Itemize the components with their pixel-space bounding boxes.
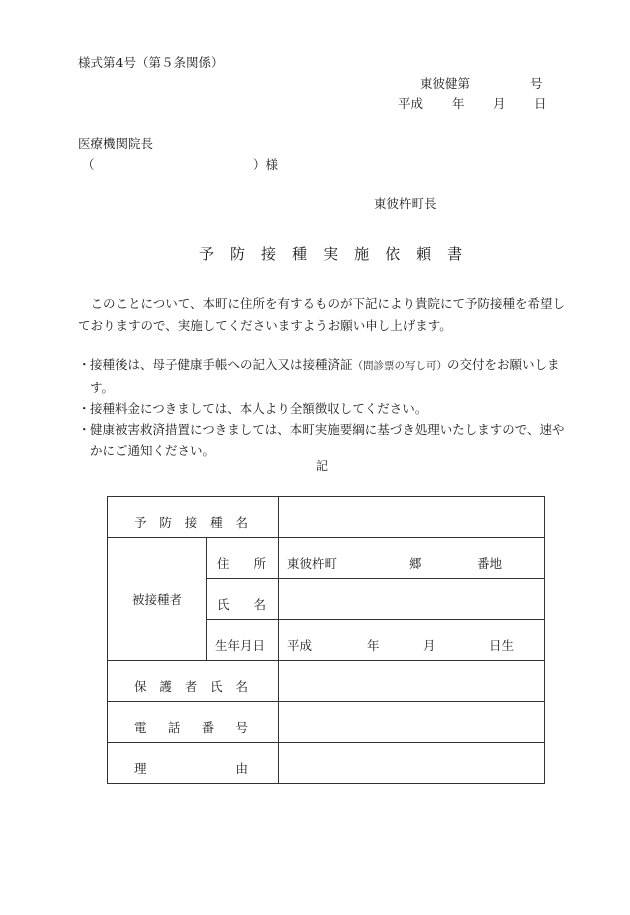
notes-list <box>78 354 566 461</box>
title-char: 予 <box>199 245 215 263</box>
title-char: 依 <box>385 245 401 263</box>
title-char: 接 <box>261 245 277 263</box>
list-item <box>78 419 566 461</box>
document-number-suffix: 号 <box>530 76 543 91</box>
title-char: 種 <box>292 245 308 263</box>
address-go: 郷 <box>409 556 422 571</box>
list-item <box>78 398 566 419</box>
title-char: 防 <box>230 245 246 263</box>
guardian-label-cell <box>108 661 279 702</box>
recipient-label-cell <box>108 538 207 661</box>
dob-year: 年 <box>367 638 380 653</box>
note-parenthetical: （問診票の写し可） <box>352 360 448 372</box>
table-row <box>108 497 545 538</box>
document-title <box>199 246 462 262</box>
addressee-close-paren: ）様 <box>253 157 279 172</box>
recipient-label: 被接種者 <box>131 592 182 607</box>
reason-label: 理 由 <box>134 761 249 776</box>
name-label: 氏 名 <box>217 597 267 612</box>
document-number-prefix: 東彼健第 <box>420 76 471 91</box>
table-row <box>108 538 545 579</box>
dob-field[interactable] <box>279 620 545 661</box>
title-char: 実 <box>323 245 339 263</box>
date-month: 月 <box>493 96 506 111</box>
title-char: 頼 <box>416 245 432 263</box>
form-number: 様式第4号（第５条関係） <box>78 55 224 70</box>
note-text: 接種後は、母子健康手帳への記入又は接種済証（問診票の写し可）の交付をお願いします。 <box>90 357 560 395</box>
dob-label: 生年月日 <box>215 638 266 653</box>
dob-label-cell <box>207 620 279 661</box>
title-char: 書 <box>447 245 463 263</box>
vaccination-form-table <box>107 496 545 784</box>
phone-label: 電 話 番 号 <box>134 720 248 735</box>
bullet-mark: ・ <box>78 422 91 437</box>
reason-field[interactable] <box>279 743 545 784</box>
bullet-mark: ・ <box>78 357 91 372</box>
table-row <box>108 702 545 743</box>
name-label-cell <box>207 579 279 620</box>
request-paragraph: このことについて、本町に住所を有するものが下記により貴院にて予防接種を希望しておりますので、実施してくださいますようお願い申し上げます。 <box>78 296 566 333</box>
date-year: 年 <box>452 96 465 111</box>
dob-era: 平成 <box>287 638 313 653</box>
date-day: 日 <box>534 96 547 111</box>
vaccine-name-field[interactable] <box>279 497 545 538</box>
name-field[interactable] <box>279 579 545 620</box>
guardian-label: 保 護 者 氏 名 <box>134 679 249 694</box>
sender: 東彼杵町長 <box>374 196 437 211</box>
title-char: 施 <box>354 245 370 263</box>
bullet-mark: ・ <box>78 401 91 416</box>
ki-mark: 記 <box>316 459 329 473</box>
address-field[interactable] <box>279 538 545 579</box>
dob-month: 月 <box>423 638 436 653</box>
list-item <box>78 354 566 398</box>
vaccine-name-label: 予 防 接 種 名 <box>134 515 249 530</box>
address-town: 東彼杵町 <box>287 556 338 571</box>
reason-label-cell <box>108 743 279 784</box>
table-row <box>108 661 545 702</box>
note-text: 健康被害救済措置につきましては、本町実施要綱に基づき処理いたしますので、速やかにご通知ください。 <box>90 422 565 458</box>
address-banchi: 番地 <box>477 556 503 571</box>
note-text: 接種料金につきましては、本人より全額徴収してください。 <box>90 401 428 416</box>
address-label: 住 所 <box>217 556 267 571</box>
date-era: 平成 <box>398 96 424 111</box>
addressee-title: 医療機関院長 <box>78 136 154 151</box>
dob-day: 日生 <box>489 638 515 653</box>
phone-field[interactable] <box>279 702 545 743</box>
phone-label-cell <box>108 702 279 743</box>
address-label-cell <box>207 538 279 579</box>
addressee-open-paren: （ <box>82 157 95 172</box>
vaccine-name-label-cell <box>108 497 279 538</box>
table-row <box>108 743 545 784</box>
guardian-name-field[interactable] <box>279 661 545 702</box>
